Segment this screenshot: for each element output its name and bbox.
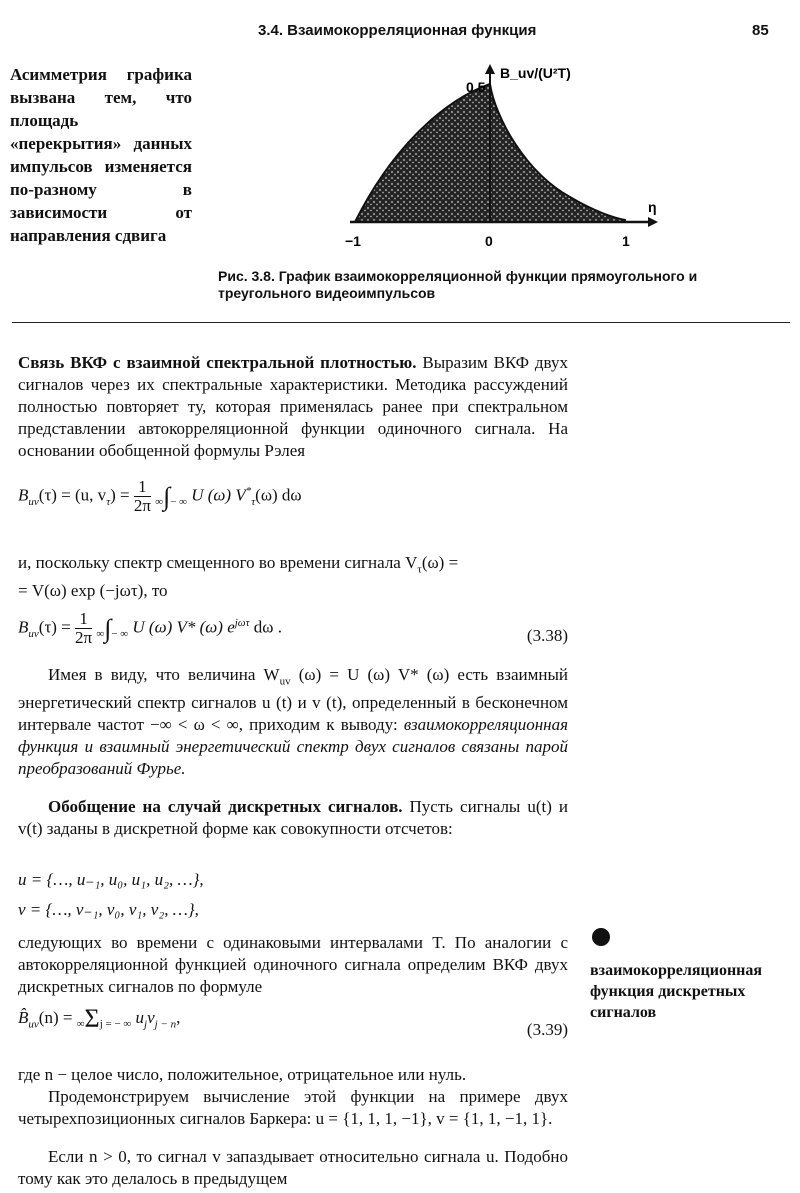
paragraph-n-integer: где n − целое число, положительное, отрицательное или нуль. [18, 1065, 467, 1084]
x-tick-label: 1 [622, 233, 630, 249]
paragraph-text: (ω) = U (ω) V* (ω) есть взаимный энергетический спектр сигналов u (t) и v (t), определенный в бесконечном интервале частот −∞ < ω < ∞, приходим к выводу: [18, 665, 568, 735]
equation-3-39 [18, 1004, 568, 1039]
fraction-denominator: 2π [133, 496, 151, 515]
paragraph-spectral [18, 352, 568, 462]
integral-sign [96, 613, 129, 643]
paragraph-energy [18, 664, 568, 780]
eq-symbol: B̂ [18, 1007, 29, 1027]
eq-subscript: uv [279, 675, 291, 688]
eq-superscript: * [245, 484, 252, 497]
fraction [75, 610, 92, 647]
eq-text: ) = [110, 485, 130, 505]
paragraph-text: и, поскольку спектр смещенного во времени сигнала V [18, 553, 418, 572]
fraction-numerator: 1 [134, 478, 151, 497]
x-tick-label: −1 [345, 233, 361, 249]
integral-lower: − ∞ [170, 495, 187, 508]
eq-text: (n) = [38, 1007, 73, 1027]
paragraph-barker: Продемонстрируем вычисление этой функции на примере двух четырехпозиционных сигналов Баркера: u = {1, 1, 1, −1}, v = {1, 1, −1, 1}. [18, 1087, 568, 1128]
integral-glyph: ∫ [104, 613, 112, 643]
equation-number: (3.38) [526, 626, 568, 645]
paragraph-discrete [18, 796, 568, 840]
sum-glyph: Σ [84, 1004, 100, 1033]
paragraph-italic-conclusion: взаимокорреляционная функция и взаимный энергетический спектр двух сигналов связаны парой преобразований Фурье. [18, 715, 569, 779]
paragraph-shifted [18, 552, 568, 602]
paragraph-text: (ω) = [421, 553, 459, 572]
integral-lower: − ∞ [111, 627, 129, 640]
x-tick-label: 0 [485, 233, 493, 249]
eq-text: (τ) = (u, v [38, 485, 107, 505]
eq-text: v [147, 1007, 155, 1027]
equation-3-38 [18, 610, 568, 647]
eq-text: U (ω) V* (ω) e [132, 617, 235, 637]
margin-bullet-icon [592, 928, 610, 946]
integral-upper: ∞ [155, 495, 164, 508]
sum-lower: j = − ∞ [99, 1018, 132, 1030]
eq-subscript: τ [251, 495, 256, 508]
eq-text: , [176, 1007, 181, 1027]
figure-graph [330, 62, 660, 252]
equation-rayleigh [18, 478, 568, 515]
sum-upper: ∞ [76, 1018, 85, 1030]
separator-rule [12, 322, 790, 323]
y-axis-arrow [485, 64, 495, 74]
x-axis-label: η [648, 199, 657, 215]
section-heading: Обобщение на случай дискретных сигналов. [48, 797, 403, 816]
section-heading: Связь ВКФ с взаимной спектральной плотностью. [18, 353, 417, 372]
eq-text: u [135, 1007, 144, 1027]
y-axis-label: B_uv/(U²T) [500, 65, 571, 81]
eq-text: U (ω) V [191, 485, 246, 505]
figure-caption: Рис. 3.8. График взаимокорреляционной функции прямоугольного и треугольного видеоимпульсов [218, 268, 698, 301]
integral-upper: ∞ [96, 627, 105, 640]
x-axis-arrow [648, 217, 658, 227]
eq-text: (ω) dω [255, 485, 302, 505]
page-number: 85 [752, 22, 769, 39]
sidebar-note: Асимметрия графика вызвана тем, что площадь «перекрытия» данных импульсов изменяется по-разному в зависимости от направления сдвига [10, 65, 192, 245]
eq-subscript: τ [106, 495, 111, 508]
eq-subscript: τ [417, 563, 422, 576]
eq-text: (τ) = [38, 617, 71, 637]
margin-note: взаимокорреляционная функция дискретных сигналов [590, 962, 763, 1021]
paragraph-delay: Если n > 0, то сигнал v запаздывает относительно сигнала u. Подобно тому как это делалось в предыдущем [18, 1147, 568, 1188]
paragraph-following: следующих во времени с одинаковыми интервалами T. По аналогии с автокорреляционной функцией одиночного сигнала определим ВКФ двух дискретных сигналов по формуле [18, 933, 568, 996]
eq-subscript: uv [28, 627, 39, 640]
integral-glyph: ∫ [163, 481, 171, 511]
eq-text: dω . [253, 617, 282, 637]
paragraph-text: Пусть сигналы u(t) и v(t) заданы в дискретной форме как совокупности отсчетов: [18, 797, 569, 838]
eq-symbol: B [18, 485, 29, 505]
eq-subscript: uv [28, 495, 39, 508]
integral-sign [155, 481, 187, 511]
sum-sign [77, 1006, 132, 1032]
paragraph-text: Имея в виду, что величина W [48, 665, 280, 684]
fraction-numerator: 1 [75, 610, 92, 629]
running-header: 3.4. Взаимокорреляционная функция [258, 22, 537, 39]
fraction-denominator: 2π [75, 628, 93, 647]
eq-subscript: j [144, 1018, 148, 1031]
equation-number: (3.39) [526, 1020, 568, 1039]
sequence-v: v = {…, v₋₁, v₀, v₁, v₂, …}, [18, 900, 199, 919]
sequence-u: u = {…, u₋₁, u₀, u₁, u₂, …}, [18, 870, 204, 889]
paragraph-text: Выразим ВКФ двух сигналов через их спектральные характеристики. Методика рассуждений полностью повторяет ту, которая применялась ранее при спектральном представлении автокорреляционной функции одиночного сигнала. На основании обобщенной формулы Рэлея [18, 353, 568, 460]
fraction [134, 478, 151, 515]
y-tick-label: 0.5 [466, 79, 486, 95]
eq-superscript: jωτ [234, 616, 250, 629]
paragraph-text: = V(ω) exp (−jωτ), то [18, 581, 168, 601]
eq-symbol: B [18, 617, 29, 637]
eq-subscript: uv [28, 1018, 39, 1031]
eq-subscript: j − n [154, 1018, 177, 1031]
